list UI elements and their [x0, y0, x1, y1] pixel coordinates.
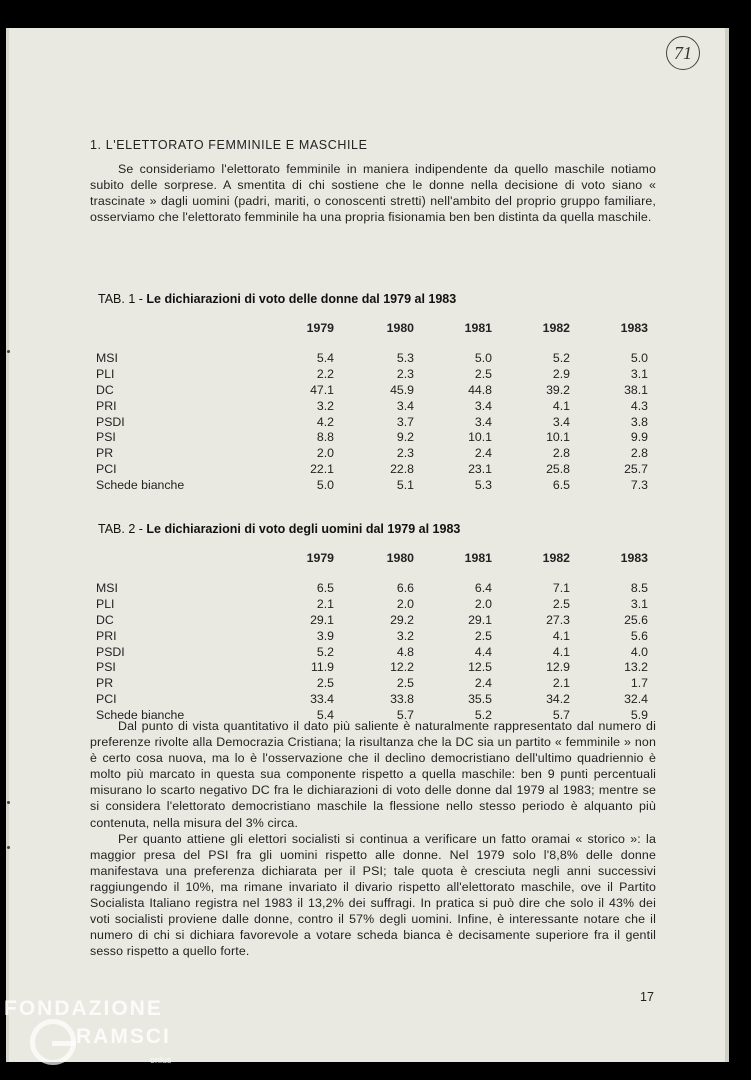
- vote-value: 8.5: [630, 581, 648, 595]
- vote-value: 7.1: [552, 581, 570, 595]
- table-row: [96, 597, 656, 613]
- table-row: [96, 629, 656, 645]
- vote-value: 22.8: [390, 462, 414, 477]
- vote-value: 25.6: [624, 612, 648, 627]
- vote-value: 2.0: [396, 596, 414, 611]
- vote-value: 4.1: [552, 644, 570, 659]
- party-label: PSDI: [96, 644, 125, 659]
- logo-g-bar: [52, 1041, 76, 1046]
- year-header: 1982: [542, 321, 570, 335]
- vote-value: 6.6: [396, 581, 414, 595]
- year-header: 1979: [306, 321, 334, 335]
- party-label: MSI: [96, 581, 118, 595]
- vote-value: 6.5: [316, 581, 334, 595]
- vote-value: 4.1: [552, 628, 570, 643]
- vote-value: 2.0: [474, 596, 492, 611]
- analysis-paragraphs: [90, 718, 656, 959]
- table-row: [96, 367, 656, 383]
- table-header: [96, 551, 656, 581]
- vote-value: 5.4: [316, 351, 334, 365]
- vote-value: 47.1: [310, 382, 334, 397]
- vote-value: 25.8: [546, 462, 570, 477]
- margin-mark: [7, 801, 10, 804]
- table-row: [96, 676, 656, 692]
- vote-value: 2.3: [396, 366, 414, 381]
- party-label: PSI: [96, 430, 116, 445]
- vote-value: 5.0: [316, 478, 334, 493]
- vote-value: 5.3: [396, 351, 414, 365]
- vote-value: 11.9: [310, 660, 334, 675]
- vote-value: 38.1: [624, 382, 648, 397]
- page-number: 17: [640, 990, 654, 1004]
- vote-value: 4.4: [474, 644, 492, 659]
- vote-value: 25.7: [624, 462, 648, 477]
- paragraph-text: Se consideriamo l'elettorato femminile in maniera indipendente da quello maschile notiamo subito delle sorprese. A smentita di chi sostiene che le donne nella decisione di voto siano « trascinate » dagli uomini (padri, mariti, o conoscenti stretti) nell'ambito del proprio gruppo familiare, osserviamo che l'elettorato femminile ha una propria fisionamia ben ben distinta da quella maschile.: [90, 162, 656, 225]
- vote-value: 3.4: [552, 414, 570, 429]
- table-men: [96, 551, 656, 724]
- year-header: 1979: [306, 551, 334, 565]
- table-row: [96, 415, 656, 431]
- vote-value: 5.6: [630, 628, 648, 643]
- vote-value: 10.1: [546, 430, 570, 445]
- party-label: PSDI: [96, 414, 125, 429]
- vote-value: 9.9: [630, 430, 648, 445]
- vote-value: 5.0: [474, 351, 492, 365]
- party-label: Schede bianche: [96, 708, 185, 723]
- watermark-suffix: onlus: [150, 1055, 172, 1065]
- table-row: [96, 660, 656, 676]
- vote-value: 3.1: [630, 366, 648, 381]
- table2-title: Le dichiarazioni di voto degli uomini dal 1979 al 1983: [146, 522, 461, 536]
- watermark-line2: RAMSCI: [76, 1025, 171, 1048]
- table-row: [96, 613, 656, 629]
- archive-stamp: 71: [666, 36, 700, 70]
- party-label: PRI: [96, 628, 117, 643]
- table-row: [96, 692, 656, 708]
- vote-value: 3.7: [396, 414, 414, 429]
- table-row: [96, 399, 656, 415]
- party-label: PRI: [96, 398, 117, 413]
- table-row: [96, 430, 656, 446]
- section-title: 1. L'ELETTORATO FEMMINILE E MASCHILE: [90, 138, 368, 152]
- vote-value: 5.7: [552, 708, 570, 723]
- vote-value: 44.8: [468, 382, 492, 397]
- vote-value: 6.4: [474, 581, 492, 595]
- vote-value: 35.5: [468, 692, 492, 707]
- vote-value: 45.9: [390, 382, 414, 397]
- vote-value: 10.1: [468, 430, 492, 445]
- vote-value: 3.4: [474, 414, 492, 429]
- vote-value: 39.2: [546, 382, 570, 397]
- vote-value: 5.3: [474, 478, 492, 493]
- vote-value: 2.5: [396, 676, 414, 691]
- page-edge: [725, 28, 729, 1062]
- document-page: [6, 28, 729, 1062]
- vote-value: 2.3: [396, 446, 414, 461]
- vote-value: 29.1: [310, 612, 334, 627]
- vote-value: 12.9: [546, 660, 570, 675]
- year-header: 1980: [386, 551, 414, 565]
- party-label: PLI: [96, 596, 115, 611]
- vote-value: 4.8: [396, 644, 414, 659]
- year-header: 1980: [386, 321, 414, 335]
- vote-value: 5.0: [630, 351, 648, 365]
- vote-value: 32.4: [624, 692, 648, 707]
- vote-value: 12.5: [468, 660, 492, 675]
- vote-value: 2.5: [474, 366, 492, 381]
- vote-value: 5.1: [396, 478, 414, 493]
- vote-value: 33.8: [390, 692, 414, 707]
- vote-value: 6.5: [552, 478, 570, 493]
- vote-value: 33.4: [310, 692, 334, 707]
- table-row: [96, 446, 656, 462]
- vote-value: 12.2: [390, 660, 414, 675]
- vote-value: 3.2: [316, 398, 334, 413]
- year-header: 1983: [620, 321, 648, 335]
- vote-value: 2.8: [552, 446, 570, 461]
- table-row: [96, 645, 656, 661]
- table-women: [96, 321, 656, 494]
- party-label: PCI: [96, 462, 117, 477]
- vote-value: 34.2: [546, 692, 570, 707]
- vote-value: 2.5: [552, 596, 570, 611]
- watermark-logo: [0, 993, 200, 1080]
- table1-prefix: TAB. 1 -: [98, 292, 147, 306]
- vote-value: 5.2: [474, 708, 492, 723]
- year-header: 1983: [620, 551, 648, 565]
- party-label: Schede bianche: [96, 478, 185, 493]
- party-label: MSI: [96, 351, 118, 365]
- vote-value: 2.5: [474, 628, 492, 643]
- table1-title: Le dichiarazioni di voto delle donne dal 1979 al 1983: [146, 292, 457, 306]
- vote-value: 4.3: [630, 398, 648, 413]
- vote-value: 4.0: [630, 644, 648, 659]
- vote-value: 7.3: [630, 478, 648, 493]
- vote-value: 8.8: [316, 430, 334, 445]
- table2-caption: [98, 522, 460, 536]
- party-label: PCI: [96, 692, 117, 707]
- vote-value: 2.0: [316, 446, 334, 461]
- vote-value: 3.8: [630, 414, 648, 429]
- vote-value: 3.4: [474, 398, 492, 413]
- vote-value: 29.2: [390, 612, 414, 627]
- table-row: [96, 462, 656, 478]
- table-header: [96, 321, 656, 351]
- intro-paragraph: [90, 161, 656, 225]
- table-row: [96, 351, 656, 367]
- page-fold: [6, 28, 9, 1062]
- margin-mark: [7, 350, 10, 353]
- vote-value: 3.2: [396, 628, 414, 643]
- vote-value: 2.2: [316, 366, 334, 381]
- vote-value: 3.4: [396, 398, 414, 413]
- table1-caption: [98, 292, 456, 306]
- party-label: DC: [96, 382, 114, 397]
- vote-value: 13.2: [624, 660, 648, 675]
- party-label: PSI: [96, 660, 116, 675]
- vote-value: 5.4: [316, 708, 334, 723]
- vote-value: 23.1: [468, 462, 492, 477]
- paragraph-text: Per quanto attiene gli elettori socialisti si continua a verificare un fatto oramai « storico »: la maggior presa del PSI fra gli uomini rispetto alle donne. Nel 1979 solo l'8,8% delle donne manifestava una preferenza dichiarata per il PSI; tale quota è cresciuta negli anni successivi raggiungendo il 10%, ma rimane invariato il divario rispetto all'elettorato maschile, ove il Partito Socialista Italiano registra nel 1983 il 13,2% dei suffragi. In pratica si può dire che solo il 43% dei voti socialisti proviene dalle donne, contro il 57% degli uomini. Infine, è interessante notare che il numero di chi si dichiara favorevole a votare scheda bianca è decisamente superiore fra il gentil sesso rispetto a quello forte.: [90, 831, 656, 959]
- vote-value: 4.2: [316, 414, 334, 429]
- party-label: DC: [96, 612, 114, 627]
- vote-value: 29.1: [468, 612, 492, 627]
- paragraph-text: Dal punto di vista quantitativo il dato più saliente è naturalmente rappresentato dal numero di preferenze rivolte alla Democrazia Cristiana; la risultanza che la DC sia un partito « femminile » non è certo cosa nuova, ma lo è l'osservazione che il declino democristiano dell'ultimo quadriennio è molto più marcato in questa sua componente rispetto a quella maschile: ben 9 punti percentuali misurano lo scarto negativo DC fra le dichiarazioni di voto delle donne dal 1979 al 1983; mentre se si considera l'elettorato democristiano maschile la flessione nello stesso periodo è alquanto più contenuta, nella misura del 3% circa.: [90, 719, 656, 830]
- vote-value: 2.1: [316, 596, 334, 611]
- year-header: 1982: [542, 551, 570, 565]
- table-row: [96, 478, 656, 494]
- table-row: [96, 581, 656, 597]
- vote-value: 1.7: [630, 676, 648, 691]
- vote-value: 5.2: [552, 351, 570, 365]
- margin-mark: [7, 846, 10, 849]
- vote-value: 2.5: [316, 676, 334, 691]
- year-header: 1981: [464, 551, 492, 565]
- vote-value: 5.7: [396, 708, 414, 723]
- party-label: PR: [96, 676, 114, 691]
- year-header: 1981: [464, 321, 492, 335]
- party-label: PR: [96, 446, 114, 461]
- vote-value: 22.1: [310, 462, 334, 477]
- vote-value: 2.4: [474, 676, 492, 691]
- table-row: [96, 383, 656, 399]
- vote-value: 2.8: [630, 446, 648, 461]
- vote-value: 27.3: [546, 612, 570, 627]
- party-label: PLI: [96, 366, 115, 381]
- vote-value: 2.4: [474, 446, 492, 461]
- vote-value: 5.9: [630, 708, 648, 723]
- watermark-line1: FONDAZIONE: [4, 997, 163, 1020]
- vote-value: 3.9: [316, 628, 334, 643]
- vote-value: 2.9: [552, 366, 570, 381]
- vote-value: 5.2: [316, 644, 334, 659]
- vote-value: 4.1: [552, 398, 570, 413]
- vote-value: 2.1: [552, 676, 570, 691]
- table2-prefix: TAB. 2 -: [98, 522, 147, 536]
- vote-value: 9.2: [396, 430, 414, 445]
- vote-value: 3.1: [630, 596, 648, 611]
